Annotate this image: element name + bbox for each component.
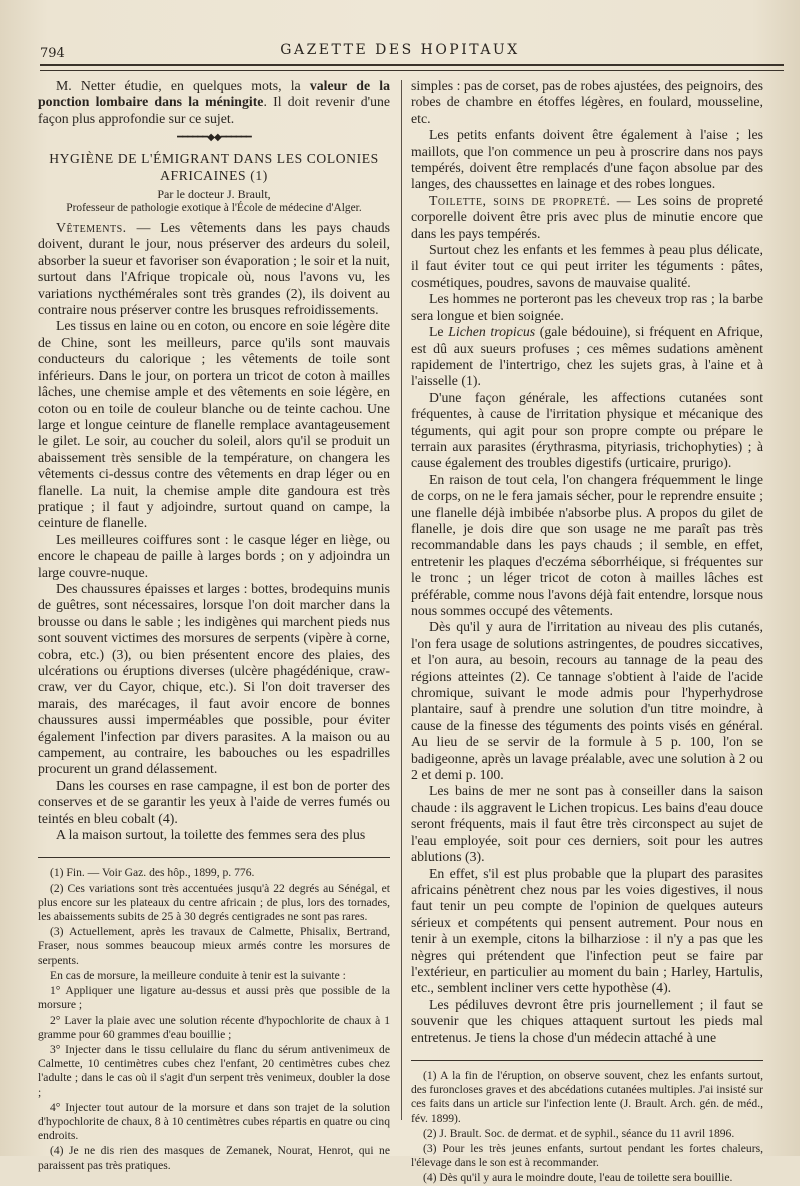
footnotes-right: [411, 1069, 763, 1186]
footnote-rule: [411, 1060, 763, 1061]
article-byline: Par le docteur J. Brault,: [157, 187, 271, 202]
paragraph-toilette: Toilette, soins de propreté. — Les soins de propreté corporelle doivent être pris avec plus de minutie encore que dans les pays tempérés.: [411, 192, 763, 241]
footnote: 1° Appliquer une ligature au-dessus et aussi près que possible de la morsure ;: [38, 984, 390, 1012]
footnote: (4) Dès qu'il y aura le moindre doute, l'eau de toilette sera bouillie.: [423, 1171, 733, 1185]
intro-bold: valeur de la ponction lombaire dans la méningite: [38, 78, 390, 110]
paragraph-maison: A la maison surtout, la toilette des femmes sera des plus: [56, 827, 366, 843]
intro-paragraph: M. Netter étudie, en quelques mots, la valeur de la ponction lombaire dans la méningite. Il doit revenir d'une façon plus approfondie sur ce sujet.: [38, 78, 390, 126]
paragraph-chaussures: Des chaussures épaisses et larges : bottes, brodequins munis de guêtres, sont nécessaires, lorsque l'on doit marcher dans la brousse ou dans le sable ; les indigènes qui marchent pieds nus sont souvent victimes des morsures de serpents (vipère à corne, cobra, etc.) (3), ou bien présentent encore des plaies, des ulcérations ou éruptions diverses (ulcère phagédénique, craw-craw, ver du Cayor, chique, etc.). Si l'on doit traverser des marais, des marécages, il faut avoir encore de bonnes chaussures aussi imperméables que possible, pour éviter également l'infection par divers parasites. A la maison ou au campement, au contraire, les babouches ou les espadrilles procurent un grand délassement.: [38, 580, 390, 777]
paragraph-generale: D'une façon générale, les affections cutanées sont fréquentes, à cause de l'irritation physique et mécanique des téguments, qui agit pour son propre compte ou prépare le terrain aux parasites (érythrasma, pityriasis, trichophyties) ; à cause également des troubles digestifs (urticaire, prurigo).: [411, 389, 763, 471]
left-column: [38, 78, 390, 1172]
paragraph-simples: simples : pas de corset, pas de robes ajustées, des peignoirs, des robes de chambre en étoffes légères, en foulard, mousseline, etc.: [411, 78, 763, 126]
paragraph-surtout: Surtout chez les enfants et les femmes à peau plus délicate, il faut éviter tout ce qui peut irriter les téguments : pâtes, cosmétiques, poudres, savons de mauvaise qualité.: [411, 242, 763, 290]
header-rule-thin: [40, 70, 784, 71]
right-column: [411, 78, 763, 1185]
article-title: HYGIÈNE DE L'ÉMIGRANT DANS LES COLONIES AFRICAINES (1): [49, 151, 379, 183]
footnote: (2) J. Brault. Soc. de dermat. et de syphil., séance du 11 avril 1896.: [423, 1126, 735, 1140]
paragraph-raison: En raison de tout cela, l'on changera fréquemment le linge de corps, on ne le fera jamais sécher, pour le reprendre ensuite ; une flanelle déjà imbibée n'absorbe plus. A propos du gilet de flanelle, je dois dire que son usage ne me paraît pas très recommandable dans les pays chauds ; il semble, en effet, entretenir les plaques d'eczéma séborrhéique, si fréquentes sur le tronc ; un léger tricot de coton à mailles lâches est préférable, comme nous l'avons déjà fait entendre, lorsque nous nous sommes occupé des vêtements.: [411, 471, 763, 618]
footnote: 4° Injecter tout autour de la morsure et dans son trajet de la solution d'hypochlorite de chaux, 8 à 10 centimètres cubes répartis en quatre ou cinq endroits.: [38, 1100, 390, 1143]
running-title: GAZETTE DES HOPITAUX: [280, 42, 520, 58]
paragraph-enfants: Les petits enfants doivent être également à l'aise ; les maillots, que l'on commence un peu à proscrire dans nos pays tempérés, doivent être remplacés d'une façon absolue par des langes, des chaussettes en lainage et des robes longues.: [411, 127, 763, 192]
section-label-vetements: Vêtements.: [56, 220, 127, 236]
paragraph-vetements: Vêtements. — Les vêtements dans les pays chauds doivent, durant le jour, nous préserver des ardeurs du soleil, absorber la sueur et favoriser son évaporation ; le soir et la nuit, surtout dans l'Afrique tropicale où, nous l'avons vu, les variations nycthémérales sont très grandes (2), ils doivent au contraire nous préserver contre les brusques refroidissements.: [38, 220, 390, 318]
paragraph-coiffures: Les meilleures coiffures sont : le casque léger en liège, ou encore le chapeau de paille à larges bords ; on y adjoindra un large couvre-nuque.: [38, 531, 390, 580]
footnote: (3) Pour les très jeunes enfants, surtout pendant les fortes chaleurs, l'élevage dans le son est à recommander.: [411, 1141, 763, 1170]
paragraph-lichen: Le Lichen tropicus (gale bédouine), si fréquent en Afrique, est dû aux sueurs profuses ; ces mêmes sudations amènent rapidement de l'intertrigo, chez les sujets gras, à l'aine et à l'aisselle (1).: [411, 324, 763, 389]
footnotes-left: [38, 866, 390, 1172]
page-number: 794: [40, 46, 65, 61]
footnote: (1) Fin. — Voir Gaz. des hôp., 1899, p. 776.: [50, 866, 255, 880]
footnote: En cas de morsure, la meilleure conduite à tenir est la suivante :: [50, 968, 346, 982]
paragraph-plis: Dès qu'il y aura de l'irritation au niveau des plis cutanés, l'on fera usage de solutions astringentes, de poudres siccatives, et l'on aura, au besoin, recours au tannage de la peau des régions atteintes (2). Ce tannage s'obtient à l'aide de l'acide chromique, suivant le mode admis pour l'hyperhydrose plantaire, sauf à prendre une solution d'un titre moindre, à cause de la finesse des téguments des points visés en général. Au lieu de se servir de la formule à 5 p. 100, l'on se badigeonne, après un lavage préalable, avec une solution à 2 ou 2 et demi p. 100.: [411, 619, 763, 783]
footnote: (2) Ces variations sont très accentuées jusqu'à 22 degrés au Sénégal, et plus encore sur les plateaux du centre africain ; de plus, lors des tornades, les abaissements subits de 25 à 30 degrés centigrades ne sont pas rares.: [38, 881, 390, 924]
footnote: (1) A la fin de l'éruption, on observe souvent, chez les enfants surtout, des furoncloses graves et des abcédations cutanées multiples. J'ai insisté sur ces faits dans un article sur l'infection lente (J. Brault. Arch. gén. de méd., fév. 1899).: [411, 1068, 763, 1125]
column-divider: [401, 80, 402, 1120]
paragraph-courses: Dans les courses en rase campagne, il est bon de porter des conserves et de se garantir les yeux à l'aide de verres fumés ou teintés en bleu cobalt (4).: [38, 777, 390, 826]
footnote: 2° Laver la plaie avec une solution récente d'hypochlorite de chaux à 1 gramme pour 60 grammes d'eau bouillie ;: [38, 1013, 390, 1041]
paragraph-effet: En effet, s'il est plus probable que la plupart des parasites africains pénètrent chez nous par les voies digestives, il nous faut tenir un peu compte de l'opinion de quelques auteurs sérieux et compétents qui pensent autrement. Pour nous en tenir à un exemple, citons la bilharziose : il n'y a pas que les nègres qui prétendent que l'infection peut se faire par l'extérieur, en particulier au moment du bain ; Harley, Hartulis, etc., semblent incliner vers cette hypothèse (4).: [411, 865, 763, 996]
paragraph-pediluves: Les pédiluves devront être pris journellement ; il faut se souvenir que les chiques attaquent surtout les pieds mal entretenus. Je tiens la chose d'un médecin attaché à une: [411, 996, 763, 1045]
footnote: 3° Injecter dans le tissu cellulaire du flanc du sérum antivenimeux de Calmette, 10 centimètres cubes chez l'enfant, 20 centimètres cubes chez l'adulte ; dans le cas où il s'agit d'un serpent très venimeux, doubler la dose ;: [38, 1042, 390, 1099]
author-affiliation: Professeur de pathologie exotique à l'École de médecine d'Alger.: [66, 202, 362, 215]
paragraph-tissus: Les tissus en laine ou en coton, ou encore en soie légère dite de Chine, sont les meilleurs, parce qu'ils sont mauvais conducteurs du calorique ; les vêtements de toile sont inférieurs. Dans le jour, on portera un tricot de coton à mailles lâches, une chemise ample et des vêtements en soie légère, en coton ou en toile de couleur blanche ou de teinte cachou. Une large et longue ceinture de flanelle remplace avantageusement le gilet. Le soir, au coucher du soleil, alors qu'il se produit un abaissement très sensible de la température, on changera les vêtements ci-dessus contre des vêtements en drap léger ou en flanelle. La nuit, la chemise ample dite gandoura est très pratique ; il faut y adjoindre, surtout quand on campe, la ceinture de flanelle.: [38, 318, 390, 531]
paragraph-hommes: Les hommes ne porteront pas les cheveux trop ras ; la barbe sera longue et bien soignée.: [411, 291, 763, 323]
lichen-term: Lichen tropicus: [448, 324, 536, 340]
header-rule: [40, 64, 784, 66]
footnote-rule: [38, 857, 390, 858]
section-label-toilette: Toilette, soins de propreté.: [429, 192, 611, 208]
footnote: (3) Actuellement, après les travaux de Calmette, Phisalix, Bertrand, Fraser, nous sommes beaucoup mieux armés contre les morsures de serpents.: [38, 925, 390, 967]
footnote: (4) Je ne dis rien des masques de Zemanek, Nourat, Henrot, qui ne paraissent pas très pratiques.: [38, 1144, 390, 1172]
section-separator: ━━━━━━◆◆━━━━━━: [177, 132, 251, 144]
paragraph-bains: Les bains de mer ne sont pas à conseiller dans la saison chaude : ils aggravent le Lichen tropicus. Les bains d'eau douce seront fréquents, mais il faut être très circonspect au sujet de l'eau employée, soit pour ces derniers, soit pour les autres ablutions (3).: [411, 783, 763, 865]
